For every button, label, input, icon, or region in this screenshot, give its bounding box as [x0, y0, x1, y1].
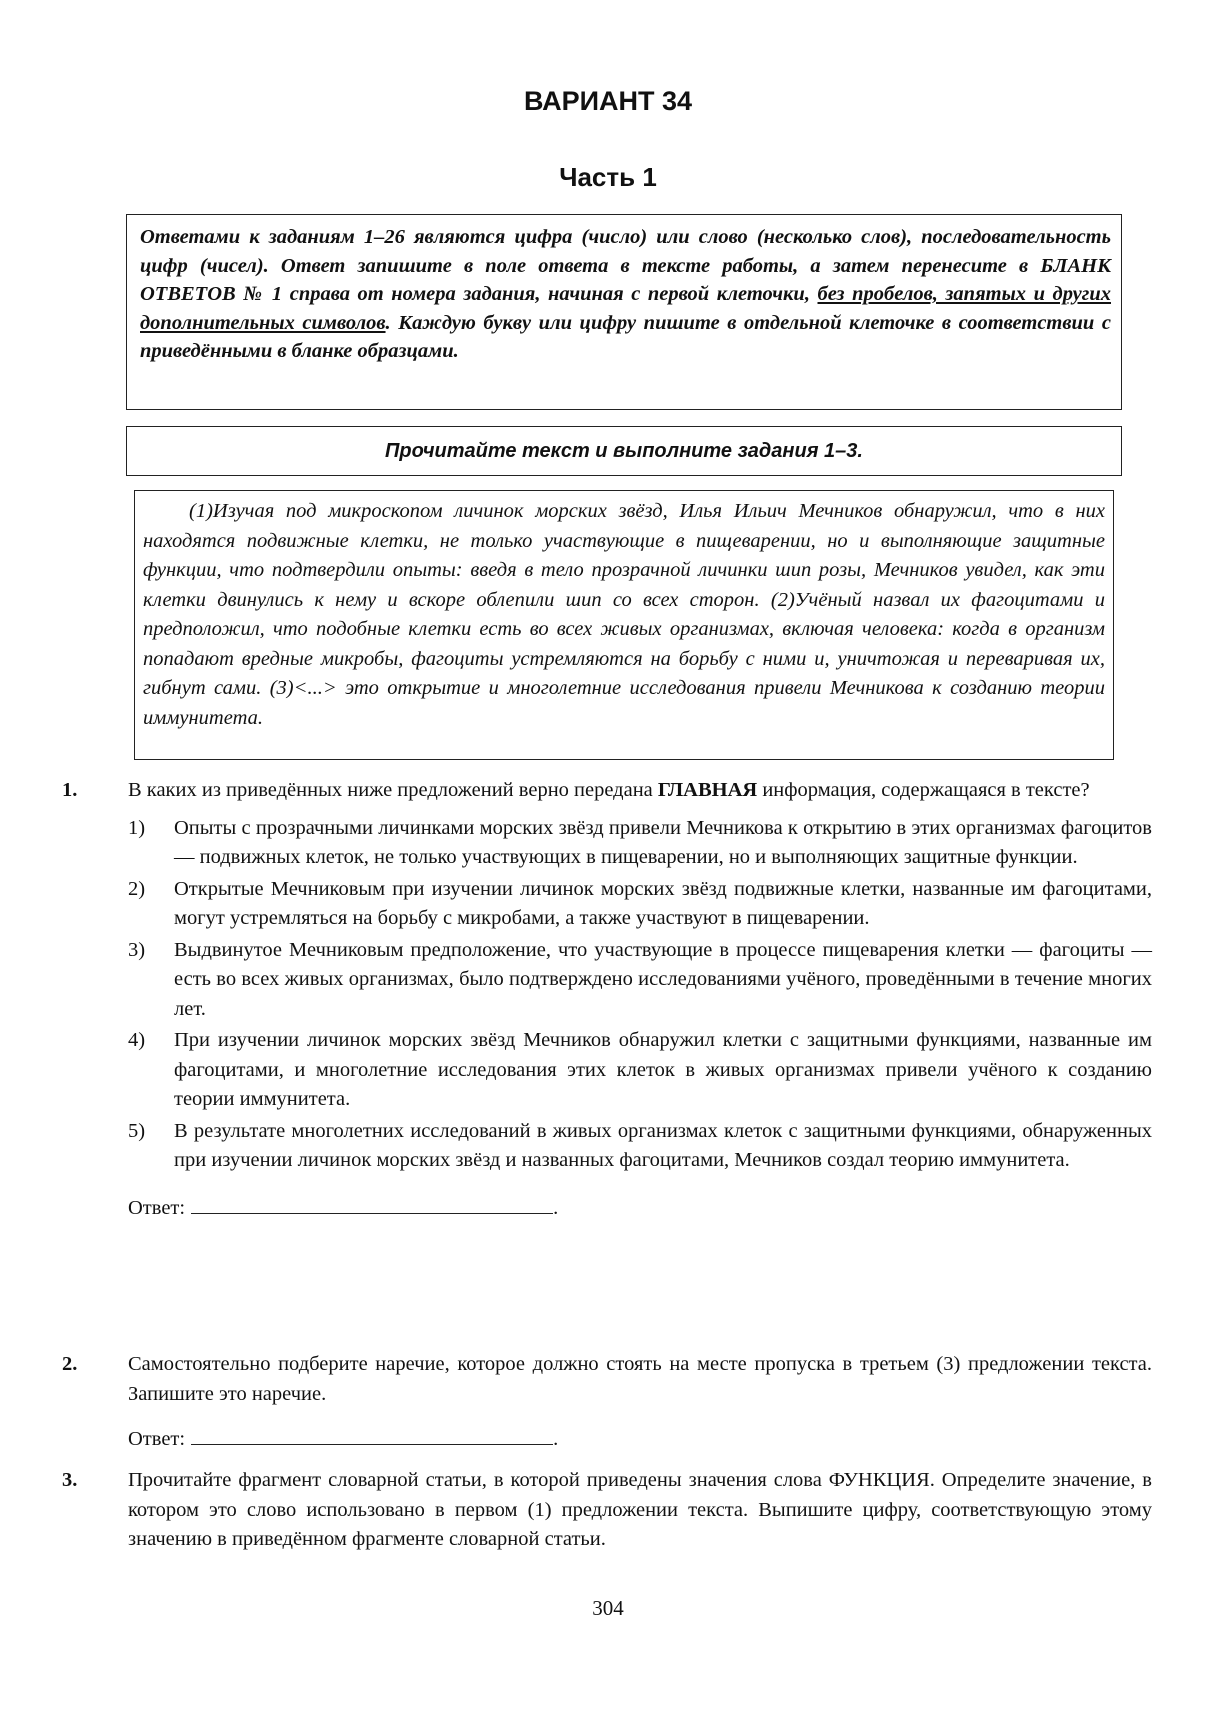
option-text: В результате многолетних исследований в живых организмах клеток с защитными функциями, обнаруженных при изучении личинок морских звёзд и названных фагоцитами, Мечников создал теорию иммунитета.: [174, 1119, 1152, 1171]
variant-title: ВАРИАНТ 34: [523, 86, 693, 116]
answer-option-5: [128, 1117, 1152, 1176]
question-2: [62, 1350, 1152, 1455]
question-text-part: В каких из приведённых ниже предложений верно передана: [128, 779, 658, 801]
reading-text: (1)Изучая под микроскопом личинок морских звёзд, Илья Ильич Мечников обнаружил, что в них находятся подвижные клетки, не только участвующие в пищеварении, но и выполняющие защитные функции, что подтвердили опыты: введя в тело прозрачной личинки шип розы, Мечников увидел, как эти клетки двинулись к нему и вскоре облепили шип со всех сторон. (2)Учёный назвал их фагоцитами и предположил, что подобные клетки есть во всех живых организмах, включая человека: когда в организм попадают вредные микробы, фагоциты устремляются на борьбу с ними и, уничтожая и переваривая их, гибнут сами. (3)<...> это открытие и многолетние исследования привели Мечникова к созданию теории иммунитета.: [143, 500, 1105, 729]
option-text: При изучении личинок морских звёзд Мечников обнаружил клетки с защитными функциями, названные им фагоцитами, и многолетние исследования этих клеток в живых организмах привели учёного к созданию теории иммунитета.: [174, 1029, 1152, 1110]
question-3: [62, 1466, 1152, 1555]
option-number: 1): [128, 816, 146, 839]
answer-option-3: [128, 936, 1152, 1025]
answer-label: Ответ:: [128, 1196, 186, 1219]
question-text-part: информация, содержащаяся в тексте?: [757, 779, 1090, 801]
instruction-text-2: . Каждую букву или цифру пишите в отдельной клеточке в соответствии с приведёнными в бланке образцами.: [140, 311, 1111, 362]
option-number: 3): [128, 938, 146, 961]
instruction-underlined-text: без пробелов, запятых и других дополнительных символов: [140, 283, 1111, 334]
question-emphasis: ГЛАВНАЯ: [657, 779, 758, 801]
option-number: 5): [128, 1119, 146, 1142]
answer-option-1: [128, 814, 1152, 873]
option-number: 2): [128, 877, 146, 900]
answer-blank-field[interactable]: [191, 1195, 553, 1214]
question-number: 1.: [62, 779, 78, 801]
page-number: 304: [592, 1596, 624, 1620]
answer-period: .: [553, 1428, 559, 1450]
answer-option-4: [128, 1026, 1152, 1115]
option-text: Выдвинутое Мечниковым предположение, что участвующие в процессе пищеварения клетки — фагоциты — есть во всех живых организмах, было подтверждено исследованиями учёного, проведёнными в течение многих лет.: [174, 938, 1152, 1020]
task-heading-box: [126, 426, 1122, 476]
answer-label: Ответ:: [128, 1428, 186, 1450]
question-number: 3.: [62, 1469, 78, 1491]
option-text: Опыты с прозрачными личинками морских звёзд привели Мечникова к открытию в этих организмах фагоцитов — подвижных клеток, не только участвующих в пищеварении, но и выполняющих защитные функции.: [174, 816, 1152, 868]
answer-line-2: [128, 1425, 1152, 1455]
question-number: 2.: [62, 1353, 78, 1375]
instruction-text-1: Ответами к заданиям 1–26 являются цифра (число) или слово (несколько слов), последовательность цифр (чисел). Ответ запишите в поле ответа в тексте работы, а затем перенесите в БЛАНК ОТВЕТОВ № 1 справа от номера задания, начиная с первой клеточки,: [140, 226, 1111, 305]
option-number: 4): [128, 1029, 146, 1051]
part-title: Часть 1: [559, 162, 657, 192]
question-1: [62, 776, 1152, 1223]
option-text: Открытые Мечниковым при изучении личинок морских звёзд подвижные клетки, названные им фагоцитами, могут устремляться на борьбу с микробами, а также участвуют в пищеварении.: [174, 877, 1152, 929]
reading-text-box: [134, 490, 1114, 760]
task-heading: Прочитайте текст и выполните задания 1–3.: [385, 439, 863, 462]
answer-line-1: [128, 1194, 1152, 1224]
question-text: Самостоятельно подберите наречие, которое должно стоять на месте пропуска в третьем (3) предложении текста. Запишите это наречие.: [128, 1353, 1152, 1405]
answer-blank-field[interactable]: [191, 1426, 553, 1445]
instruction-box: [126, 214, 1122, 410]
question-text: Прочитайте фрагмент словарной статьи, в которой приведены значения слова ФУНКЦИЯ. Определите значение, в котором это слово использовано в первом (1) предложении текста. Выпишите цифру, соответствующую этому значению в приведённом фрагменте словарной статьи.: [128, 1469, 1152, 1550]
answer-option-2: [128, 875, 1152, 934]
answer-period: .: [553, 1196, 559, 1219]
question-text: [128, 776, 1152, 806]
